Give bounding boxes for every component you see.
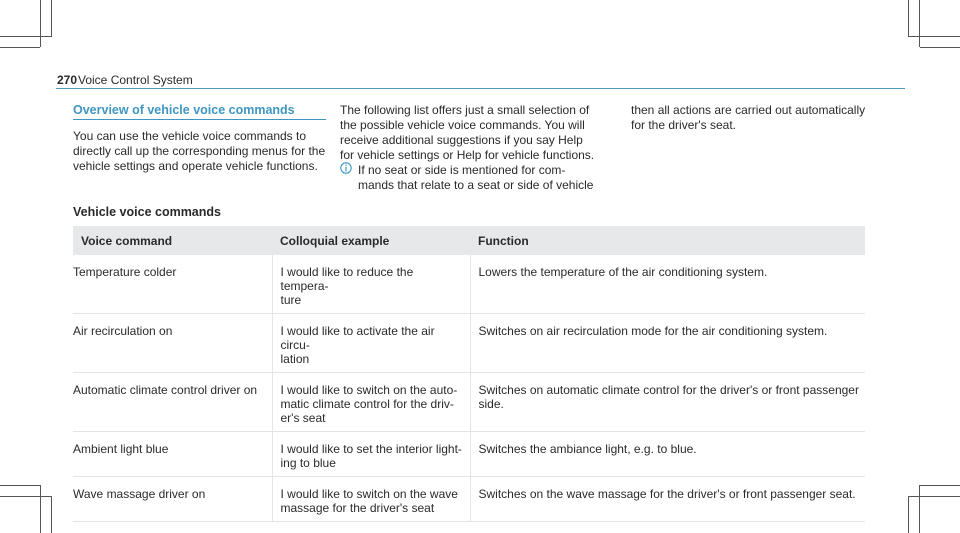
crop-mark	[51, 496, 52, 533]
cell-colloquial-example: I would like to reduce the tempera- ture	[272, 255, 470, 314]
text-line: mands that relate to a seat or side of vehicle	[358, 178, 594, 192]
header-divider	[56, 88, 905, 89]
column-header-colloquial-example: Colloquial example	[272, 226, 470, 255]
text-line: directly call up the corresponding menus for the	[73, 144, 326, 158]
cell-function: Switches on air recirculation mode for the air conditioning system.	[470, 314, 865, 373]
crop-mark	[908, 0, 909, 36]
crop-mark	[40, 485, 41, 533]
text-line: for vehicle settings or Help for vehicle functions.	[340, 148, 595, 162]
overview-paragraph-2	[340, 103, 610, 163]
cell-voice-command: Temperature colder	[73, 255, 272, 314]
section-title: Overview of vehicle voice commands	[73, 103, 295, 117]
page-number: 270	[57, 73, 78, 87]
crop-mark	[908, 496, 909, 533]
crop-mark	[0, 485, 40, 486]
cell-colloquial-example: I would like to switch on the wave massage for the driver's seat	[272, 477, 470, 522]
crop-mark	[0, 36, 52, 37]
info-icon	[340, 162, 352, 174]
overview-paragraph-3	[631, 103, 901, 133]
text-line: vehicle settings and operate vehicle functions.	[73, 159, 318, 173]
table-body	[73, 255, 865, 522]
cell-function: Switches on automatic climate control for the driver's or front passenger side.	[470, 373, 865, 432]
overview-paragraph-1	[73, 129, 333, 174]
cell-voice-command: Ambient light blue	[73, 432, 272, 477]
crop-mark	[920, 47, 960, 48]
column-header-function: Function	[470, 226, 865, 255]
table-row	[73, 255, 865, 314]
table-title: Vehicle voice commands	[73, 205, 221, 219]
crop-mark	[908, 36, 960, 37]
cell-colloquial-example: I would like to activate the air circu- lation	[272, 314, 470, 373]
text-line: receive additional suggestions if you say Help	[340, 133, 583, 147]
table-header-row	[73, 226, 865, 255]
table-row	[73, 314, 865, 373]
crop-mark	[919, 485, 920, 533]
section-underline	[73, 119, 326, 120]
cell-voice-command: Wave massage driver on	[73, 477, 272, 522]
cell-colloquial-example: I would like to set the interior light- ing to blue	[272, 432, 470, 477]
crop-mark	[0, 47, 40, 48]
voice-commands-table	[73, 226, 865, 522]
cell-colloquial-example: I would like to switch on the auto- matic climate control for the driv- er's seat	[272, 373, 470, 432]
cell-voice-command: Automatic climate control driver on	[73, 373, 272, 432]
running-header-title: Voice Control System	[78, 73, 193, 87]
cell-function: Switches on the wave massage for the driver's or front passenger seat.	[470, 477, 865, 522]
crop-mark	[908, 496, 960, 497]
text-line: the possible vehicle voice commands. You will	[340, 118, 585, 132]
cell-function: Lowers the temperature of the air conditioning system.	[470, 255, 865, 314]
column-header-voice-command: Voice command	[73, 226, 272, 255]
crop-mark	[40, 0, 41, 47]
cell-function: Switches the ambiance light, e.g. to blue.	[470, 432, 865, 477]
crop-mark	[919, 0, 920, 47]
table-row	[73, 432, 865, 477]
cell-voice-command: Air recirculation on	[73, 314, 272, 373]
text-line: If no seat or side is mentioned for com-	[358, 163, 566, 177]
crop-mark	[920, 485, 960, 486]
text-line: then all actions are carried out automatically	[631, 103, 866, 117]
table-row	[73, 373, 865, 432]
crop-mark	[51, 0, 52, 36]
table-row	[73, 477, 865, 522]
crop-mark	[0, 496, 52, 497]
text-line: for the driver's seat.	[631, 118, 736, 132]
text-line: You can use the vehicle voice commands to	[73, 129, 307, 143]
note-text	[358, 163, 618, 193]
text-line: The following list offers just a small selection of	[340, 103, 590, 117]
